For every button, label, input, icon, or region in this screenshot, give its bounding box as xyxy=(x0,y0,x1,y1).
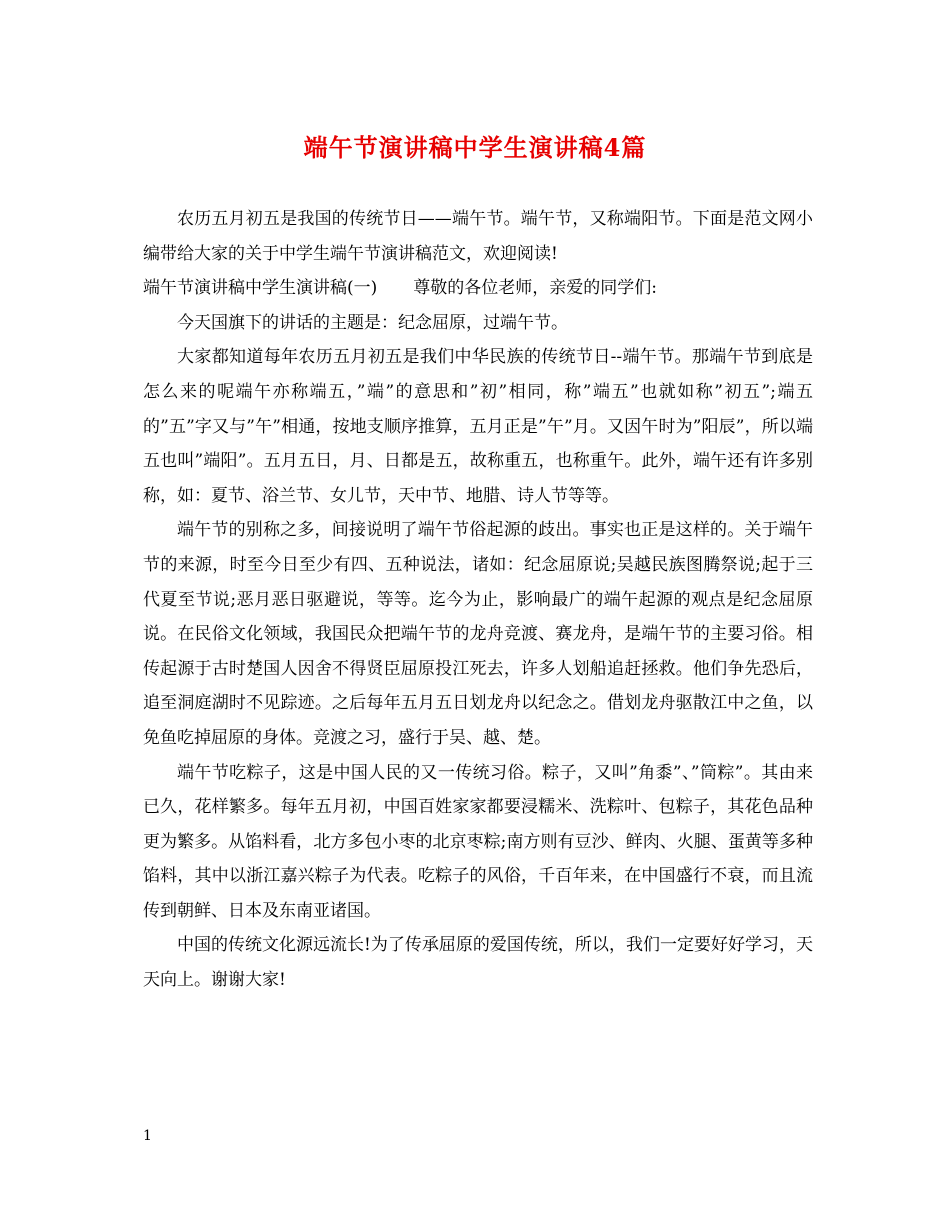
paragraph: 今天国旗下的讲话的主题是：纪念屈原，过端午节。 xyxy=(177,312,568,333)
paragraph: 中国的传统文化源远流长!为了传承屈原的爱国传统，所以，我们一定要好好学习，天天向上。谢谢大家! xyxy=(143,935,813,991)
intro-paragraph: 农历五月初五是我国的传统节日——端午节。端午节，又称端阳节。下面是范文网小编带给大家的关于中学生端午节演讲稿范文，欢迎阅读! xyxy=(143,209,813,264)
greeting: 尊敬的各位老师，亲爱的同学们: xyxy=(413,278,657,299)
paragraph: 端午节吃粽子，这是中国人民的又一传统习俗。粽子，又叫”角黍”、”筒粽”。其由来已久，花样繁多。每年五月初，中国百姓家家都要浸糯米、洗粽叶、包粽子，其花色品种更为繁多。从馅料看，北方多包小枣的北京枣粽;南方则有豆沙、鲜肉、火腿、蛋黄等多种馅料，其中以浙江嘉兴粽子为代表。吃粽子的风俗，千百年来，在中国盛行不衰，而且流传到朝鲜、日本及东南亚诸国。 xyxy=(143,762,813,921)
page-number: 1 xyxy=(143,1128,152,1144)
document-body xyxy=(143,202,813,998)
paragraph: 端午节的别称之多，间接说明了端午节俗起源的歧出。事实也正是这样的。关于端午节的来源，时至今日至少有四、五种说法，诸如：纪念屈原说;吴越民族图腾祭说;起于三代夏至节说;恶月恶日驱避说，等等。迄今为止，影响最广的端午起源的观点是纪念屈原说。在民俗文化领域，我国民众把端午节的龙舟竞渡、赛龙舟，是端午节的主要习俗。相传起源于古时楚国人因舍不得贤臣屈原投江死去，许多人划船追赶拯救。他们争先恐后，追至洞庭湖时不见踪迹。之后每年五月五日划龙舟以纪念之。借划龙舟驱散江中之鱼，以免鱼吃掉屈原的身体。竞渡之习，盛行于吴、越、楚。 xyxy=(143,520,813,748)
document-title: 端午节演讲稿中学生演讲稿4篇 xyxy=(303,133,647,162)
section-heading: 端午节演讲稿中学生演讲稿(一) xyxy=(143,278,378,299)
section-heading-line xyxy=(143,271,813,306)
paragraph: 大家都知道每年农历五月初五是我们中华民族的传统节日--端午节。那端午节到底是怎么来的呢端午亦称端五，”端”的意思和”初”相同，称”端五”也就如称”初五”;端五的”五”字又与”午”相通，按地支顺序推算，五月正是”午”月。又因午时为”阳辰”，所以端五也叫”端阳”。五月五日，月、日都是五，故称重五，也称重午。此外，端午还有许多别称，如：夏节、浴兰节、女儿节，天中节、地腊、诗人节等等。 xyxy=(143,347,813,506)
